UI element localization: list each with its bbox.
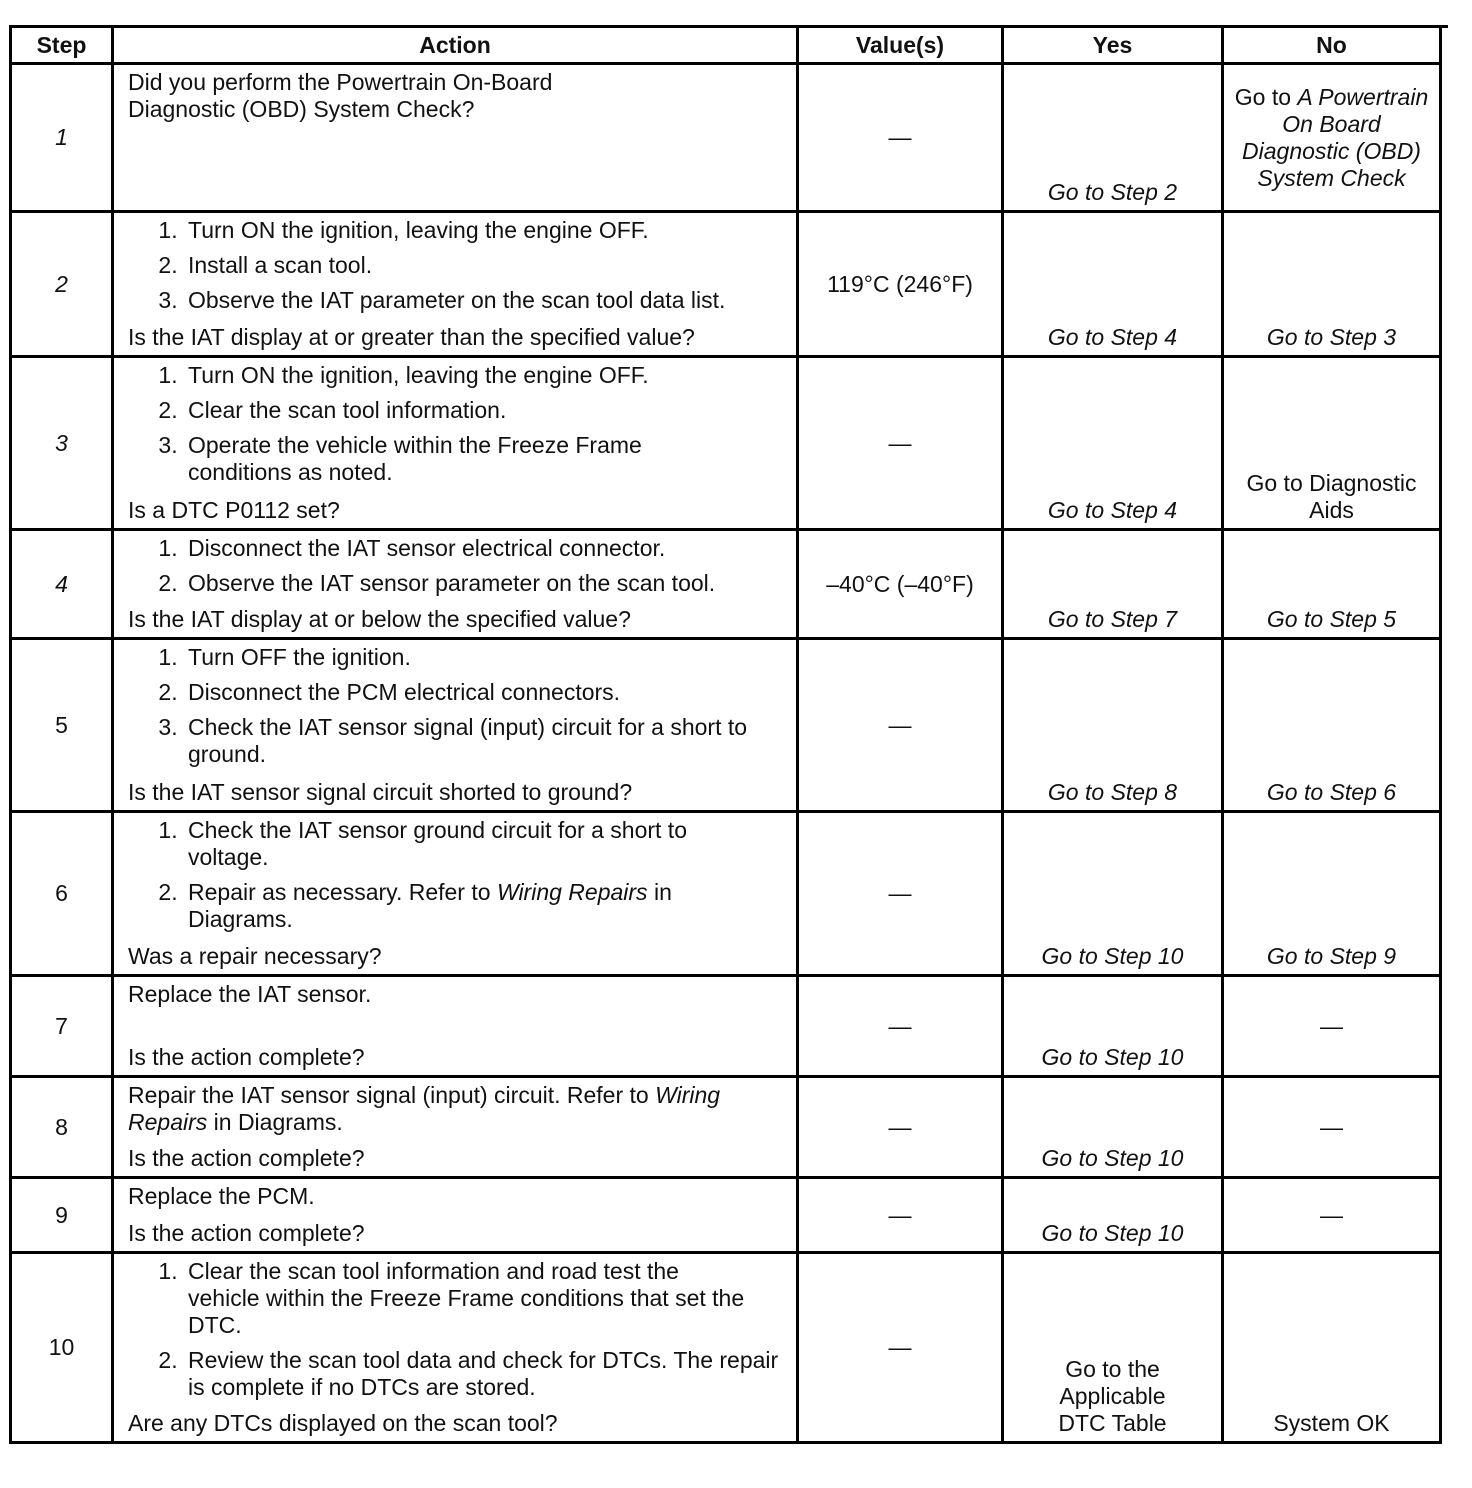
action-step: 2. Clear the scan tool information. [184, 397, 784, 424]
no-cell: Go to Step 6 [1224, 640, 1442, 813]
action-step: 2. Review the scan tool data and check for DTCs. The repair is complete if no DTCs are stored. [184, 1347, 784, 1401]
no-cell [1224, 65, 1442, 213]
action-step: 3. Observe the IAT parameter on the scan tool data list. [184, 287, 784, 314]
header-values: Value(s) [799, 28, 1004, 65]
action-question: Is the action complete? [128, 1220, 365, 1246]
action-cell [114, 1254, 799, 1444]
yes-cell: Go to Step 4 [1004, 213, 1224, 358]
action-cell [114, 1179, 799, 1254]
action-step-text: Repair as necessary. Refer to [188, 879, 497, 905]
action-question: Is the IAT sensor signal circuit shorted to ground? [128, 779, 633, 805]
value-cell: — [799, 1254, 1004, 1444]
value-cell: — [799, 813, 1004, 977]
action-question: Is the IAT display at or greater than the specified value? [128, 324, 695, 350]
step-number: 10 [12, 1254, 114, 1444]
action-steps [128, 217, 784, 314]
table-row [12, 977, 1448, 1078]
action-steps [128, 817, 784, 933]
action-step: 3. Operate the vehicle within the Freeze Frame conditions as noted. [184, 432, 784, 486]
action-step: 1. Turn ON the ignition, leaving the engine OFF. [184, 362, 784, 389]
header-action: Action [114, 28, 799, 65]
action-question: Is the IAT display at or below the specified value? [128, 606, 631, 632]
action-cell [114, 813, 799, 977]
action-step: 1. Clear the scan tool information and road test the vehicle within the Freeze Frame conditions that set the DTC. [184, 1258, 784, 1339]
step-number: 1 [12, 65, 114, 213]
no-cell: — [1224, 1078, 1442, 1179]
action-step-text: in Diagrams. [188, 879, 672, 932]
no-cell: Go to Step 5 [1224, 531, 1442, 640]
action-steps [128, 1258, 784, 1401]
yes-cell: Go to Step 10 [1004, 977, 1224, 1078]
action-step: 1. Turn ON the ignition, leaving the engine OFF. [184, 217, 784, 244]
action-question: Is a DTC P0112 set? [128, 497, 340, 523]
no-text-prefix: Go to [1234, 83, 1298, 110]
no-cell: — [1224, 977, 1442, 1078]
action-step: 1. Turn OFF the ignition. [184, 644, 784, 671]
value-cell: 119°C (246°F) [799, 213, 1004, 358]
no-cell: System OK [1224, 1254, 1442, 1444]
action-steps [128, 644, 784, 768]
no-text-link: A Powertrain On Board Diagnostic (OBD) System Check [1242, 83, 1429, 191]
action-steps [128, 362, 784, 486]
action-question: Are any DTCs displayed on the scan tool? [128, 1410, 558, 1436]
table-row [12, 358, 1448, 531]
table-header-row [12, 28, 1448, 65]
action-step [184, 879, 784, 933]
yes-cell: Go to the Applicable DTC Table [1004, 1254, 1224, 1444]
action-steps [128, 535, 784, 597]
header-yes: Yes [1004, 28, 1224, 65]
step-number: 8 [12, 1078, 114, 1179]
reference-link: Wiring Repairs [496, 879, 648, 905]
step-number: 3 [12, 358, 114, 531]
action-cell [114, 213, 799, 358]
yes-cell: Go to Step 10 [1004, 1179, 1224, 1254]
yes-cell: Go to Step 4 [1004, 358, 1224, 531]
action-cell [114, 1078, 799, 1179]
action-cell [114, 358, 799, 531]
header-step: Step [12, 28, 114, 65]
action-text-part: in Diagrams. [207, 1109, 343, 1135]
action-step: 3. Check the IAT sensor signal (input) circuit for a short to ground. [184, 714, 784, 768]
table-row [12, 1254, 1448, 1444]
header-no: No [1224, 28, 1442, 65]
no-cell: — [1224, 1179, 1442, 1254]
step-number: 4 [12, 531, 114, 640]
table-row [12, 65, 1448, 213]
yes-cell: Go to Step 8 [1004, 640, 1224, 813]
action-text: Replace the IAT sensor. [128, 981, 372, 1007]
action-step: 1. Check the IAT sensor ground circuit for a short to voltage. [184, 817, 784, 871]
yes-cell: Go to Step 2 [1004, 65, 1224, 213]
step-number: 7 [12, 977, 114, 1078]
action-step: 2. Observe the IAT sensor parameter on the scan tool. [184, 570, 784, 597]
yes-cell: Go to Step 10 [1004, 1078, 1224, 1179]
action-text: Did you perform the Powertrain On-Board Diagnostic (OBD) System Check? [128, 69, 553, 122]
value-cell: — [799, 977, 1004, 1078]
action-cell [114, 531, 799, 640]
action-step: 1. Disconnect the IAT sensor electrical connector. [184, 535, 784, 562]
step-number: 9 [12, 1179, 114, 1254]
action-step: 2. Disconnect the PCM electrical connectors. [184, 679, 784, 706]
table-row [12, 813, 1448, 977]
value-cell: –40°C (–40°F) [799, 531, 1004, 640]
reference-link: Wiring Repairs [128, 1082, 721, 1135]
no-cell: Go to Diagnostic Aids [1224, 358, 1442, 531]
action-cell [114, 640, 799, 813]
action-step: 2. Install a scan tool. [184, 252, 784, 279]
step-number: 5 [12, 640, 114, 813]
value-cell: — [799, 1179, 1004, 1254]
table-row [12, 531, 1448, 640]
table-row [12, 640, 1448, 813]
value-cell: — [799, 65, 1004, 213]
no-cell: Go to Step 3 [1224, 213, 1442, 358]
step-number: 2 [12, 213, 114, 358]
value-cell: — [799, 1078, 1004, 1179]
action-cell [114, 65, 799, 213]
value-cell: — [799, 358, 1004, 531]
action-text: Replace the PCM. [128, 1183, 315, 1209]
table-row [12, 1179, 1448, 1254]
action-text [128, 1082, 784, 1136]
table-row [12, 1078, 1448, 1179]
yes-cell: Go to Step 7 [1004, 531, 1224, 640]
value-cell: — [799, 640, 1004, 813]
action-question: Was a repair necessary? [128, 943, 382, 969]
action-question: Is the action complete? [128, 1044, 365, 1070]
action-text-part: Repair the IAT sensor signal (input) circuit. Refer to [128, 1082, 656, 1108]
action-cell [114, 977, 799, 1078]
yes-cell: Go to Step 10 [1004, 813, 1224, 977]
action-question: Is the action complete? [128, 1145, 365, 1171]
table-row [12, 213, 1448, 358]
no-cell: Go to Step 9 [1224, 813, 1442, 977]
step-number: 6 [12, 813, 114, 977]
diagnostic-table [9, 25, 1448, 1444]
